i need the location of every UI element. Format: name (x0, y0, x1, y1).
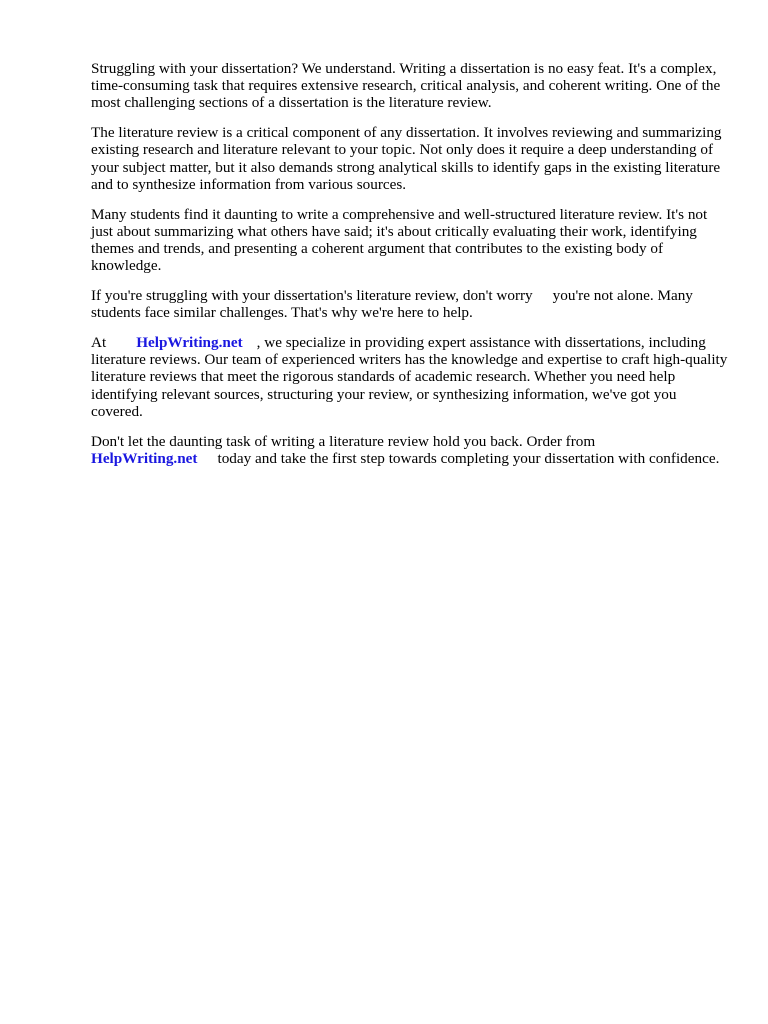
paragraph-literature-review: The literature review is a critical component of any dissertation. It involves reviewing and summarizing existing research and literature relevant to your topic. Not only does it require a deep understanding of your subject matter, but it also demands strong analytical skills to identify gaps in the existing literature and to synthesize information from various sources. (91, 124, 722, 193)
paragraph-cta-part2: today and take the first step towards completing your dissertation with confidence. (217, 449, 720, 467)
paragraph-service-rest: , we specialize in providing expert assistance with dissertations, including literature reviews. Our team of experienced writers has the knowledge and expertise to craft high-quality literature reviews that meet the rigorous standards of academic research. Whether you need help identifying relevant sources, structuring your review, or synthesizing information, we've got you covered. (91, 334, 728, 420)
paragraph-service (91, 334, 731, 420)
helpwriting-link-cta[interactable]: HelpWriting.net (91, 449, 198, 467)
paragraph-call-to-action (91, 433, 731, 467)
helpwriting-link[interactable]: HelpWriting.net (136, 334, 243, 352)
paragraph-not-alone (91, 287, 731, 321)
paragraph-not-alone-part2: you're not alone. Many students face similar challenges. That's why we're here to help. (91, 287, 693, 322)
paragraph-not-alone-part1: If you're struggling with your dissertation's literature review, don't worry (91, 287, 533, 305)
document-body (91, 60, 731, 480)
paragraph-daunting: Many students find it daunting to write a comprehensive and well-structured literature review. It's not just about summarizing what others have said; it's about critically evaluating their work, identifying themes and trends, and presenting a coherent argument that contributes to the existing body of knowledge. (91, 205, 708, 275)
paragraph-intro: Struggling with your dissertation? We understand. Writing a dissertation is no easy feat. It's a complex, time-consuming task that requires extensive research, critical analysis, and coherent writing. One of the most challenging sections of a dissertation is the literature review. (91, 60, 721, 112)
paragraph-cta-part1: Don't let the daunting task of writing a literature review hold you back. Order from (91, 432, 596, 450)
paragraph-service-at: At (91, 334, 107, 352)
